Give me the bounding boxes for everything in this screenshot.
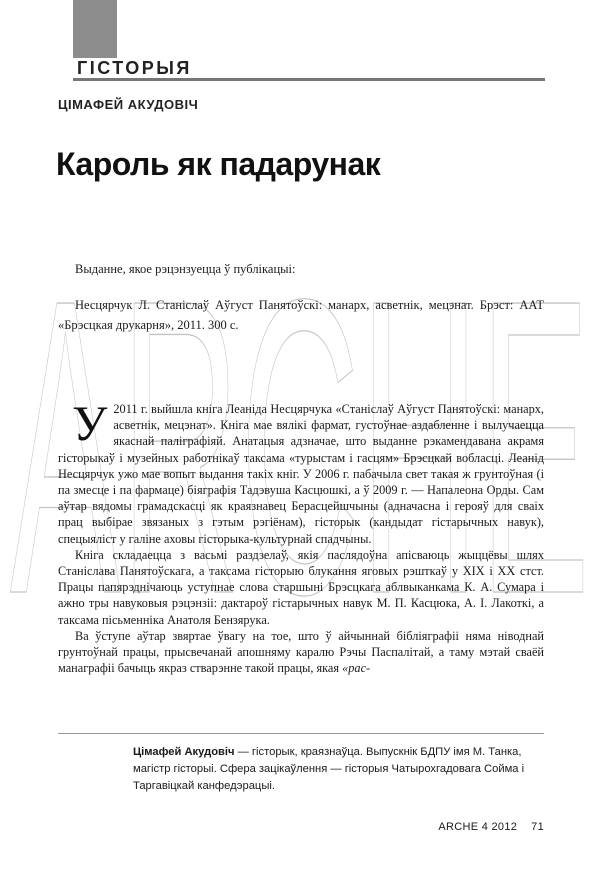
section-label: ГІСТОРЫЯ [77, 58, 192, 78]
paragraph-3-text: Ва ўступе аўтар звяртае ўвагу на тое, што ў айчыннай бібліяграфіі няма ніводнай грунтоўнай працы, прысвечанай апошняму каралю Рэчы Паспалітай, а таму мэтай сваёй манаграфіі бачыць якраз стварэнне такой працы, якая [58, 628, 544, 676]
page-number: 71 [531, 821, 544, 833]
paragraph-1 [58, 395, 544, 547]
article-body [58, 395, 544, 676]
bio-divider [58, 733, 544, 734]
drop-cap: У [72, 395, 108, 451]
watermark-text: ARCHE [10, 213, 590, 610]
article-title: Кароль як падарунак [56, 146, 381, 182]
author-name: ЦІМАФЕЙ АКУДОВІЧ [58, 97, 199, 112]
bio-name: Цімафей Акудовіч [133, 746, 235, 758]
header-color-block [73, 0, 117, 58]
paragraph-3 [58, 628, 544, 677]
bio-text: — гісторык, краязнаўца. Выпускнік БДПУ імя М. Танка, магістр гісторыі. Сфера зацікаўлення — гісторыя Чатырохгадовага Сойма і Таргавіцкай канфедэрацыі. [133, 746, 525, 792]
page-footer [438, 821, 544, 833]
paragraph-3-quote: «рас- [342, 661, 371, 676]
book-reference: Несцярчук Л. Станіслаў Аўгуст Панятоўскі: манарх, асветнік, мецэнат. Брэст: ААТ «Брэсцкая друкарня», 2011. 300 с. [58, 298, 544, 332]
journal-issue: ARCHE 4 2012 [438, 821, 518, 833]
review-intro: Выданне, якое рэцэнзуецца ў публікацыі: [75, 262, 296, 276]
paragraph-2: Кніга складаецца з васьмі раздзелаў, якія паслядоўна апісваюць жыццёвы шлях Станіслава Панятоўскага, а таксама гісторыю блукання яговых рэшткаў у XIX і XX стст. Працы папярэднічаюць уступнае слова старшыні Брэсцкага аблвыканкама К. А. Сумара і ажно тры навуковыя рэцэнзіі: дактароў гістарычных навук М. П. Касцюка, А. І. Лакоткі, а таксама пісьменніка Анатоля Бензярука. [58, 547, 544, 627]
paragraph-1-text: 2011 г. выйшла кніга Леаніда Несцярчука «Станіслаў Аўгуст Панятоўскі: манарх, асветнік, мецэнат». Кніга мае вялікі фармат, густоўнае аздабленне і вылучаецца якаснай паліграфіяй. Анатацыя адзначае, што выданне рэкамендавана акрамя гісторыкаў і музейных работнікаў таксама «турыстам і гасцям» Брэсцкай вобласці. Леанід Несцярчук ужо мае вопыт выдання такіх кніг. У 2006 г. пабачыла свет такая ж грунтоўная (і па змесце і па фармаце) біяграфія Тадэвуша Касцюшкі, а ў 2009 г. — Напалеона Орды. Сам аўтар вядомы грамадскасці як краязнавец Берасцейшчыны (адначасна і герояў для сваіх прац выбірае звязаных з гэтым рэгіёнам), гісторык (кандыдат гістарычных навук), спецыяліст у галіне аховы гісторыка-культурнай спадчыны. [58, 402, 544, 546]
author-bio [133, 744, 544, 795]
section-divider [73, 78, 545, 81]
